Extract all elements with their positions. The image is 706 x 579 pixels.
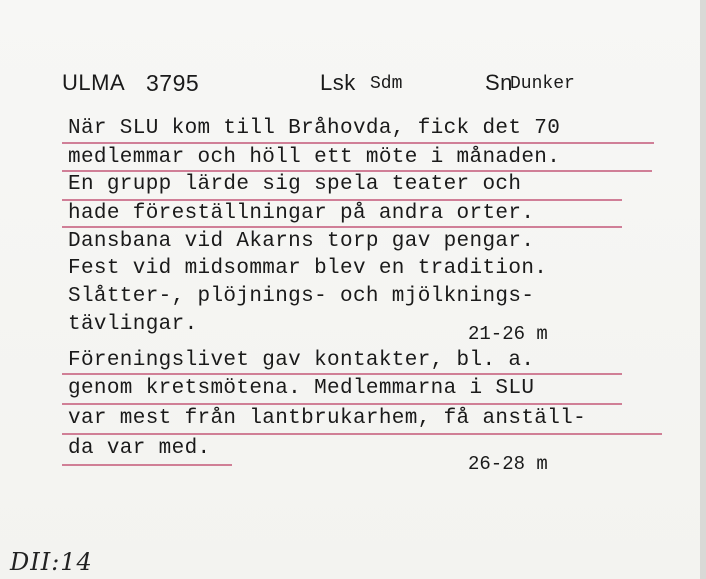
text-line: Dansbana vid Akarns torp gav pengar. <box>68 230 535 253</box>
rule-line <box>62 142 654 144</box>
socken-value: Dunker <box>510 74 575 94</box>
text-line: da var med. <box>68 437 211 460</box>
text-line: När SLU kom till Bråhovda, fick det 70 <box>68 117 561 140</box>
text-line: Slåtter-, plöjnings- och mjölknings- <box>68 285 535 308</box>
rule-line <box>62 199 622 201</box>
page-reference: 21-26 m <box>468 323 548 345</box>
rule-line <box>62 170 652 172</box>
text-line: medlemmar och höll ett möte i månaden. <box>68 146 561 169</box>
rule-line <box>62 226 622 228</box>
text-line: Fest vid midsommar blev en tradition. <box>68 257 548 280</box>
text-line: Föreningslivet gav kontakter, bl. a. <box>68 349 535 372</box>
card-number: 3795 <box>146 70 200 96</box>
card-edge <box>700 0 706 579</box>
rule-line <box>62 403 622 405</box>
socken-label: Sn <box>485 70 513 95</box>
landskap-label: Lsk <box>320 70 356 95</box>
archive-code: ULMA <box>62 70 126 95</box>
text-line: genom kretsmötena. Medlemmarna i SLU <box>68 377 535 400</box>
text-line: hade föreställningar på andra orter. <box>68 202 535 225</box>
rule-line <box>62 433 662 435</box>
text-line: En grupp lärde sig spela teater och <box>68 173 522 196</box>
text-line: tävlingar. <box>68 313 198 336</box>
text-line: var mest från lantbrukarhem, få anställ- <box>68 407 587 430</box>
handwritten-signature: DII:14 <box>10 548 93 576</box>
rule-line <box>62 373 622 375</box>
rule-line <box>62 464 232 466</box>
landskap-value: Sdm <box>370 74 403 94</box>
page-reference: 26-28 m <box>468 453 548 475</box>
